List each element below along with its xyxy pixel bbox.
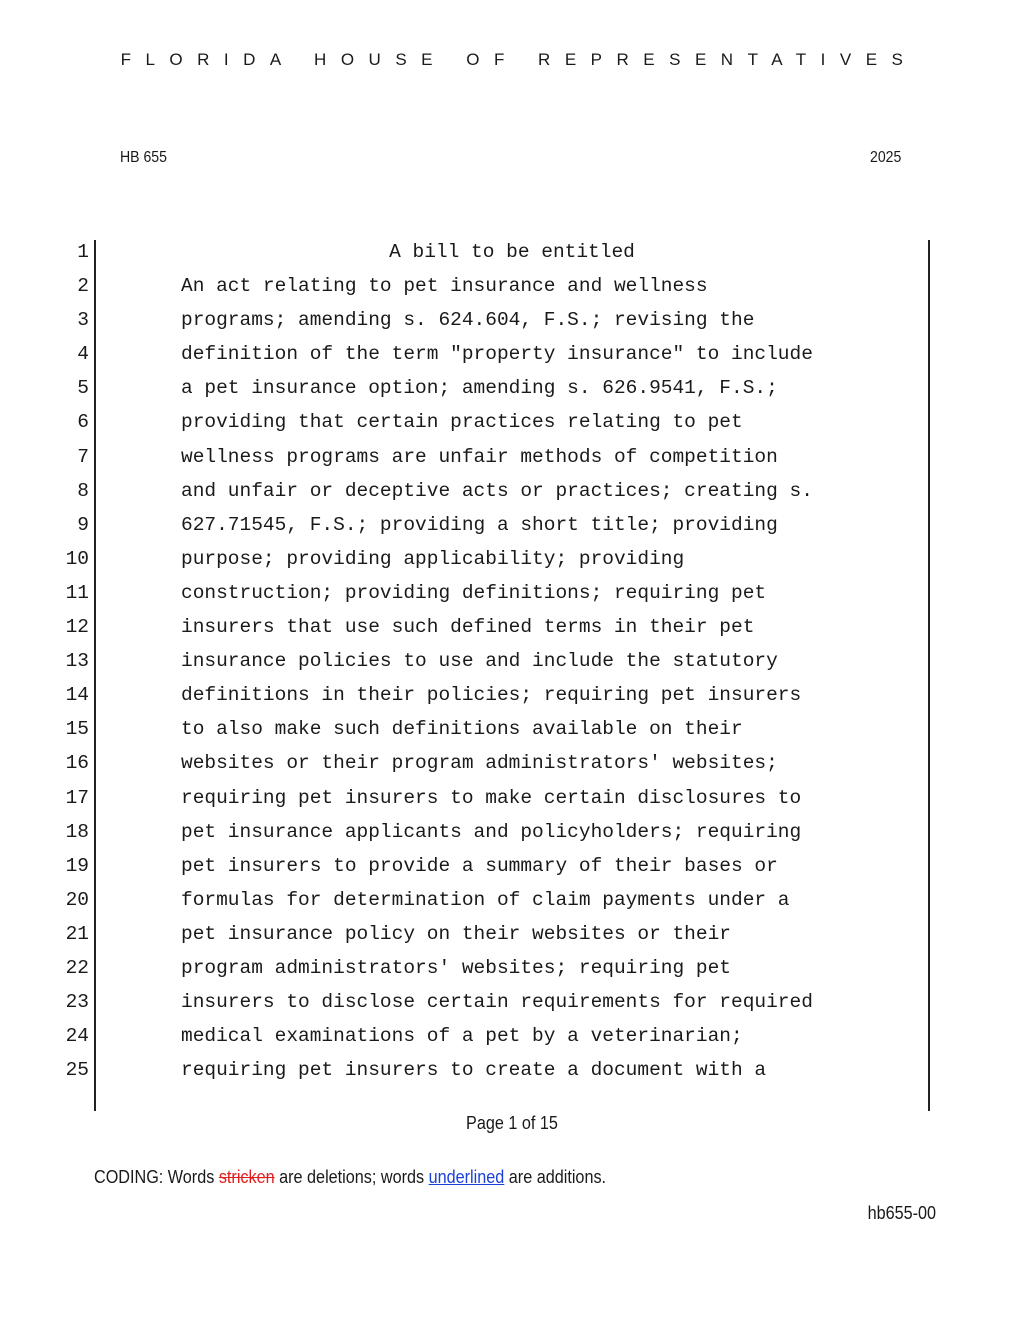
coding-legend xyxy=(94,1167,606,1188)
line-text: a pet insurance option; amending s. 626.9541, F.S.; xyxy=(181,377,778,400)
bill-line xyxy=(0,649,1024,683)
line-number: 2 xyxy=(77,275,89,298)
bill-line xyxy=(0,376,1024,410)
line-text: to also make such definitions available on their xyxy=(181,718,743,741)
line-number: 25 xyxy=(65,1059,89,1082)
line-text: definitions in their policies; requiring pet insurers xyxy=(181,684,802,707)
line-text: programs; amending s. 624.604, F.S.; revising the xyxy=(181,309,755,332)
bill-line xyxy=(0,615,1024,649)
bill-number: HB 655 xyxy=(120,149,167,166)
line-text: purpose; providing applicability; providing xyxy=(181,547,685,570)
line-number: 14 xyxy=(65,684,89,707)
line-text: insurance policies to use and include the statutory xyxy=(181,650,778,673)
line-text: and unfair or deceptive acts or practices; creating s. xyxy=(181,479,813,502)
line-number: 16 xyxy=(65,752,89,775)
line-text: A bill to be entitled xyxy=(389,241,635,263)
line-text: requiring pet insurers to create a document with a xyxy=(181,1059,767,1082)
line-number: 6 xyxy=(77,411,89,434)
coding-suffix: are additions. xyxy=(504,1167,607,1187)
line-number: 24 xyxy=(65,1025,89,1048)
bill-line xyxy=(0,888,1024,922)
line-number: 15 xyxy=(65,718,89,741)
line-text: medical examinations of a pet by a veterinarian; xyxy=(181,1025,743,1048)
coding-middle: are deletions; words xyxy=(274,1167,429,1187)
line-text: providing that certain practices relating to pet xyxy=(181,411,743,434)
bill-line xyxy=(0,410,1024,444)
chamber-banner: FLORIDA HOUSE OF REPRESENTATIVES xyxy=(120,50,918,69)
bill-line xyxy=(0,717,1024,751)
bill-line xyxy=(0,513,1024,547)
coding-prefix: CODING: Words xyxy=(94,1167,219,1187)
line-number: 11 xyxy=(65,581,89,604)
line-text: pet insurance applicants and policyholders; requiring xyxy=(181,820,802,843)
line-number: 13 xyxy=(65,650,89,673)
page-number: Page 1 of 15 xyxy=(466,1113,558,1133)
line-number: 3 xyxy=(77,309,89,332)
line-text: requiring pet insurers to make certain disclosures to xyxy=(181,786,802,809)
line-number: 12 xyxy=(65,616,89,639)
line-text: 627.71545, F.S.; providing a short title; providing xyxy=(181,513,778,536)
line-number: 5 xyxy=(77,377,89,400)
line-text: An act relating to pet insurance and wellness xyxy=(181,275,708,298)
bill-line xyxy=(0,1058,1024,1092)
line-text: program administrators' websites; requiring pet xyxy=(181,956,731,979)
line-text: definition of the term "property insurance" to include xyxy=(181,343,813,366)
line-number: 23 xyxy=(65,991,89,1014)
line-number: 20 xyxy=(65,888,89,911)
bill-line xyxy=(0,240,1024,274)
line-number: 1 xyxy=(77,241,89,263)
line-number: 7 xyxy=(77,445,89,468)
line-number: 8 xyxy=(77,479,89,502)
document-code: hb655-00 xyxy=(867,1203,936,1223)
bill-line xyxy=(0,922,1024,956)
line-number: 10 xyxy=(65,547,89,570)
bill-line xyxy=(0,445,1024,479)
bill-line xyxy=(0,990,1024,1024)
bill-line xyxy=(0,683,1024,717)
bill-line xyxy=(0,308,1024,342)
line-number: 9 xyxy=(77,513,89,536)
line-text: websites or their program administrators' websites; xyxy=(181,752,778,775)
line-number: 19 xyxy=(65,854,89,877)
line-text: construction; providing definitions; requiring pet xyxy=(181,581,767,604)
bill-line xyxy=(0,786,1024,820)
bill-line xyxy=(0,820,1024,854)
coding-stricken-sample: stricken xyxy=(218,1167,275,1187)
line-number: 22 xyxy=(65,956,89,979)
bill-line xyxy=(0,1024,1024,1058)
bill-text xyxy=(0,240,1024,1092)
line-text: pet insurance policy on their websites or their xyxy=(181,922,731,945)
line-text: insurers that use such defined terms in their pet xyxy=(181,616,755,639)
line-number: 17 xyxy=(65,786,89,809)
bill-line xyxy=(0,479,1024,513)
line-number: 4 xyxy=(77,343,89,366)
line-text: pet insurers to provide a summary of their bases or xyxy=(181,854,778,877)
line-number: 21 xyxy=(65,922,89,945)
bill-line xyxy=(0,274,1024,308)
bill-line xyxy=(0,854,1024,888)
bill-line xyxy=(0,342,1024,376)
bill-line xyxy=(0,956,1024,990)
bill-year: 2025 xyxy=(870,149,902,166)
bill-line xyxy=(0,547,1024,581)
bill-line xyxy=(0,751,1024,785)
line-text: insurers to disclose certain requirements for required xyxy=(181,991,813,1014)
line-text: formulas for determination of claim payments under a xyxy=(181,888,790,911)
line-text: wellness programs are unfair methods of competition xyxy=(181,445,778,468)
bill-line xyxy=(0,581,1024,615)
coding-underlined-sample: underlined xyxy=(428,1167,505,1187)
line-number: 18 xyxy=(65,820,89,843)
